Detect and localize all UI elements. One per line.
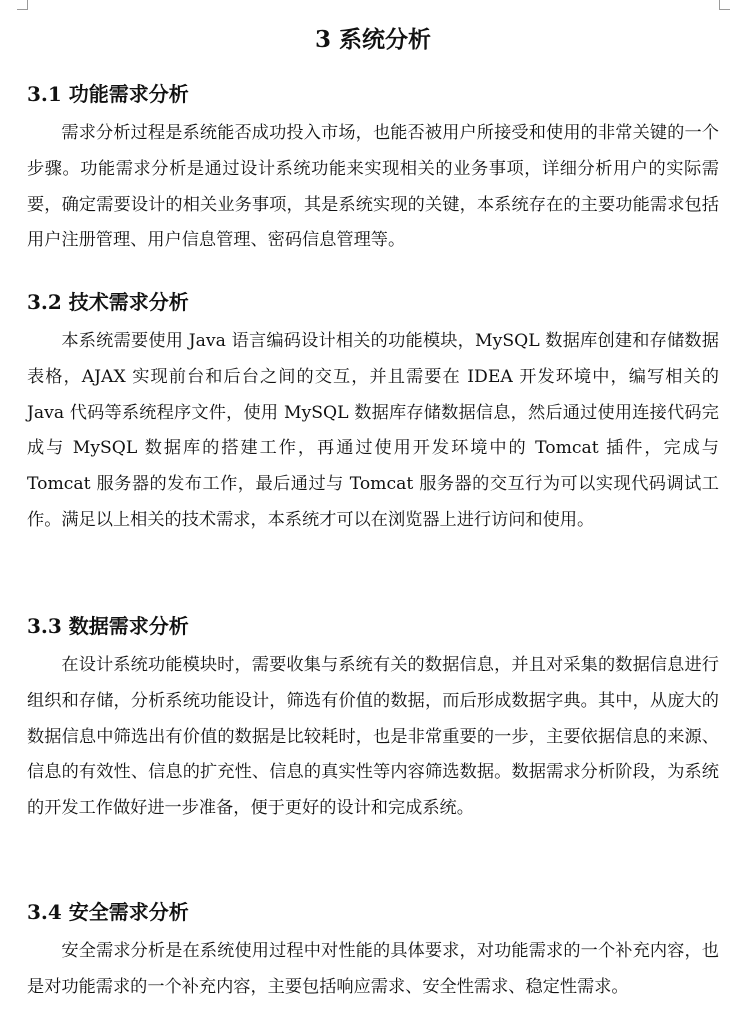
section-heading: 3.2 技术需求分析	[27, 290, 189, 314]
section-technical-requirements	[27, 284, 719, 539]
section-paragraph: 本系统需要使用 Java 语言编码设计相关的功能模块，MySQL 数据库创建和存储数据表格，AJAX 实现前台和后台之间的交互，并且需要在 IDEA 开发环境中，编写相关的 Java 代码等系统程序文件，使用 MySQL 数据库存储数据信息，然后通过使用连接代码完成与 MySQL 数据库的搭建工作，再通过使用开发环境中的 Tomcat 插件，完成与 Tomcat 服务器的发布工作，最后通过与 Tomcat 服务器的交互行为可以实现代码调试工作。满足以上相关的技术需求，本系统才可以在浏览器上进行访问和使用。	[27, 331, 719, 530]
section-paragraph: 需求分析过程是系统能否成功投入市场，也能否被用户所接受和使用的非常关键的一个步骤。功能需求分析是通过设计系统功能来实现相关的业务事项，详细分析用户的实际需要，确定需要设计的相关业务事项，其是系统实现的关键，本系统存在的主要功能需求包括用户注册管理、用户信息管理、密码信息管理等。	[27, 123, 719, 251]
page-corner-mark-right	[719, 0, 730, 10]
section-paragraph: 在设计系统功能模块时，需要收集与系统有关的数据信息，并且对采集的数据信息进行组织和存储，分析系统功能设计，筛选有价值的数据，而后形成数据字典。其中，从庞大的数据信息中筛选出有价值的数据是比较耗时，也是非常重要的一步，主要依据信息的来源、信息的有效性、信息的扩充性、信息的真实性等内容筛选数据。数据需求分析阶段，为系统的开发工作做好进一步准备，便于更好的设计和完成系统。	[27, 655, 719, 819]
document-page	[27, 0, 719, 997]
section-heading: 3.4 安全需求分析	[27, 900, 189, 924]
section-data-requirements	[27, 608, 719, 827]
section-heading: 3.1 功能需求分析	[27, 82, 189, 106]
section-functional-requirements	[27, 76, 719, 259]
section-paragraph: 安全需求分析是在系统使用过程中对性能的具体要求，对功能需求的一个补充内容，也是对功能需求的一个补充内容，主要包括响应需求、安全性需求、稳定性需求。	[27, 941, 719, 997]
section-security-requirements	[27, 894, 719, 1006]
chapter-title: 3 系统分析	[314, 26, 431, 53]
section-heading: 3.3 数据需求分析	[27, 614, 189, 638]
